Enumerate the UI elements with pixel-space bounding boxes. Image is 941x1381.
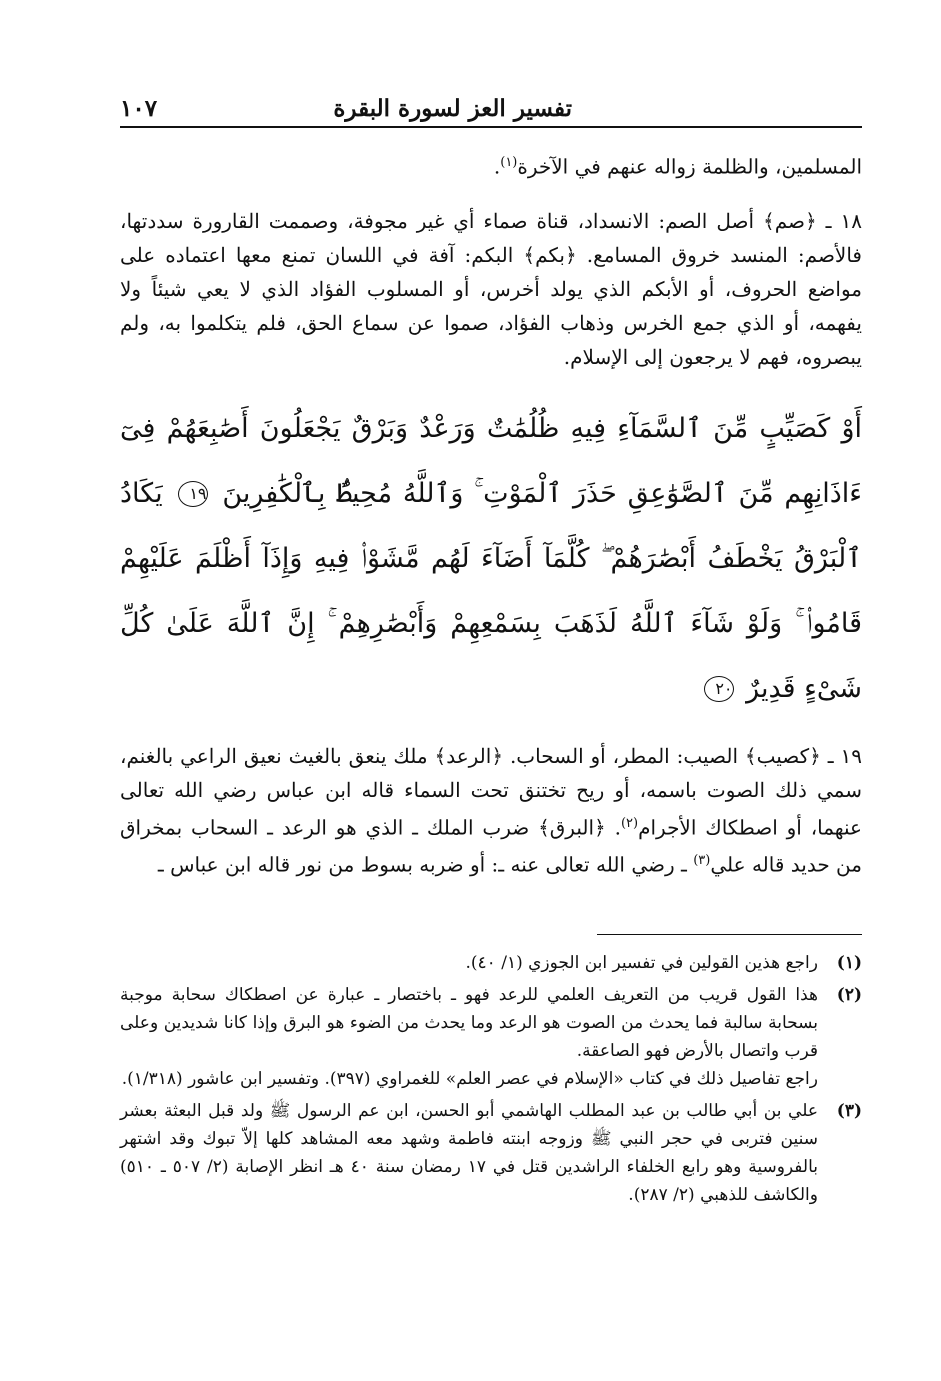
footnote-text: هذا القول قريب من التعريف العلمي للرعد فهو ـ باختصار ـ عبارة عن اصطكاك سحابة موجبة بسحابة سالبة فما يحدث من الصوت هو الرعد وما يحدث من الضوء هو البرق وإذا كانا شديدين وعلى قرب واتصال بالأرض فهو الصاعقة. [120, 984, 818, 1061]
verse-number-marker: ١٩ [178, 481, 208, 507]
paragraph-text: ١٩ ـ ﴿كصيب﴾ الصيب: المطر، أو السحاب. ﴿الرعد﴾ ملك ينعق بالغيث نعيق الراعي بالغنم، سمي ذلك الصوت باسمه، أو ريح تختنق تحت السماء قاله ابن عباس رضي الله تعالى عنهما، أو اصطكاك الأجرام [120, 743, 862, 840]
book-page [120, 80, 862, 1213]
footnote-body [120, 1097, 818, 1209]
quran-verses [120, 396, 862, 721]
running-header [120, 80, 862, 128]
paragraph-punct: . [493, 154, 501, 179]
footnote-number: (٣) [836, 1100, 862, 1121]
footnote-number: (١) [836, 952, 862, 973]
footnotes [120, 949, 862, 1209]
footnote-ref: (٢) [620, 815, 639, 831]
quran-verse-19: أَوْ كَصَيِّبٍ مِّنَ ٱلسَّمَآءِ فِيهِ ظُلُمَٰتٌ وَرَعْدٌ وَبَرْقٌ يَجْعَلُونَ أَصَٰبِعَهُمْ فِىٓ ءَاذَانِهِم مِّنَ ٱلصَّوَٰعِقِ حَذَرَ ٱلْمَوْتِ ۚ وَٱللَّهُ مُحِيطٌۢ بِٱلْكَٰفِرِينَ [120, 412, 862, 509]
paragraph-text: المسلمين، والظلمة زواله عنهم في الآخرة [517, 154, 862, 179]
verse-number-marker: ٢٠ [704, 676, 734, 702]
footnote-1 [120, 949, 862, 977]
footnote-text-continued: راجع تفاصيل ذلك في كتاب «الإسلام في عصر العلم» للغمراوي (٣٩٧). وتفسير ابن عاشور (١/٣١٨). [121, 1068, 818, 1089]
commentary-verse-18: ١٨ ـ ﴿صم﴾ أصل الصم: الانسداد، قناة صماء أي غير مجوفة، وصممت القارورة سددتها، فالأصم: المنسد خروق المسامع. ﴿بكم﴾ البكم: آفة في اللسان تمنع معها اعتماده على مواضع الحروف، أو الأبكم الذي يولد أخرس، أو المسلوب الفؤاد الذي لا يعي شيئاً ولا يفهمه، أو الذي جمع الخرس وذهاب الفؤاد، صموا عن سماع الحق، فلم يتكلموا به، ولم يبصروه، فهم لا يرجعون إلى الإسلام. [120, 208, 862, 369]
footnote-number: (٢) [836, 984, 862, 1005]
footnote-text: راجع هذين القولين في تفسير ابن الجوزي (١/ ٤٠). [465, 952, 818, 973]
footnote-3 [120, 1097, 862, 1209]
paragraph-text: . ﴿البرق﴾ ضرب الملك ـ الذي هو الرعد ـ السحاب بمخراق من حديد قاله علي [120, 815, 862, 877]
running-title: تفسير العز لسورة البقرة [333, 95, 572, 122]
page-number: ١٠٧ [120, 95, 158, 122]
paragraph-text: ـ رضي الله تعالى عنه ـ: أو ضربه بسوط من نور قاله ابن عباس ـ [157, 852, 694, 877]
footnote-body [120, 981, 818, 1093]
footnote-divider [597, 934, 862, 935]
paragraph-continuation [120, 146, 862, 184]
footnote-2 [120, 981, 862, 1093]
quran-verse-20: يَكَادُ ٱلْبَرْقُ يَخْطَفُ أَبْصَٰرَهُمْ ۖ كُلَّمَآ أَضَآءَ لَهُم مَّشَوْا۟ فِيهِ وَإِذَآ أَظْلَمَ عَلَيْهِمْ قَامُوا۟ ۚ وَلَوْ شَآءَ ٱللَّهُ لَذَهَبَ بِسَمْعِهِمْ وَأَبْصَٰرِهِمْ ۚ إِنَّ ٱللَّهَ عَلَىٰ كُلِّ شَىْءٍ قَدِيرٌ [120, 477, 862, 704]
footnote-body [120, 949, 818, 977]
footnote-text: علي بن أبي طالب بن عبد المطلب الهاشمي أبو الحسن، ابن عم الرسول ﷺ ولد قبل البعثة بعشر سنين فتربى في حجر النبي ﷺ وزوجه ابنته فاطمة وشهد معه المشاهد كلها إلاّ تبوك وقد اشتهر بالفروسية وهو رابع الخلفاء الراشدين قتل في ١٧ رمضان سنة ٤٠ هـ انظر الإصابة (٢/ ٥٠٧ ـ ٥١٠) والكاشف للذهبي (٢/ ٢٨٧). [120, 1100, 818, 1205]
commentary-verse-19 [120, 739, 862, 882]
footnote-ref: (١) [500, 155, 518, 170]
footnote-ref: (٣) [693, 853, 711, 869]
